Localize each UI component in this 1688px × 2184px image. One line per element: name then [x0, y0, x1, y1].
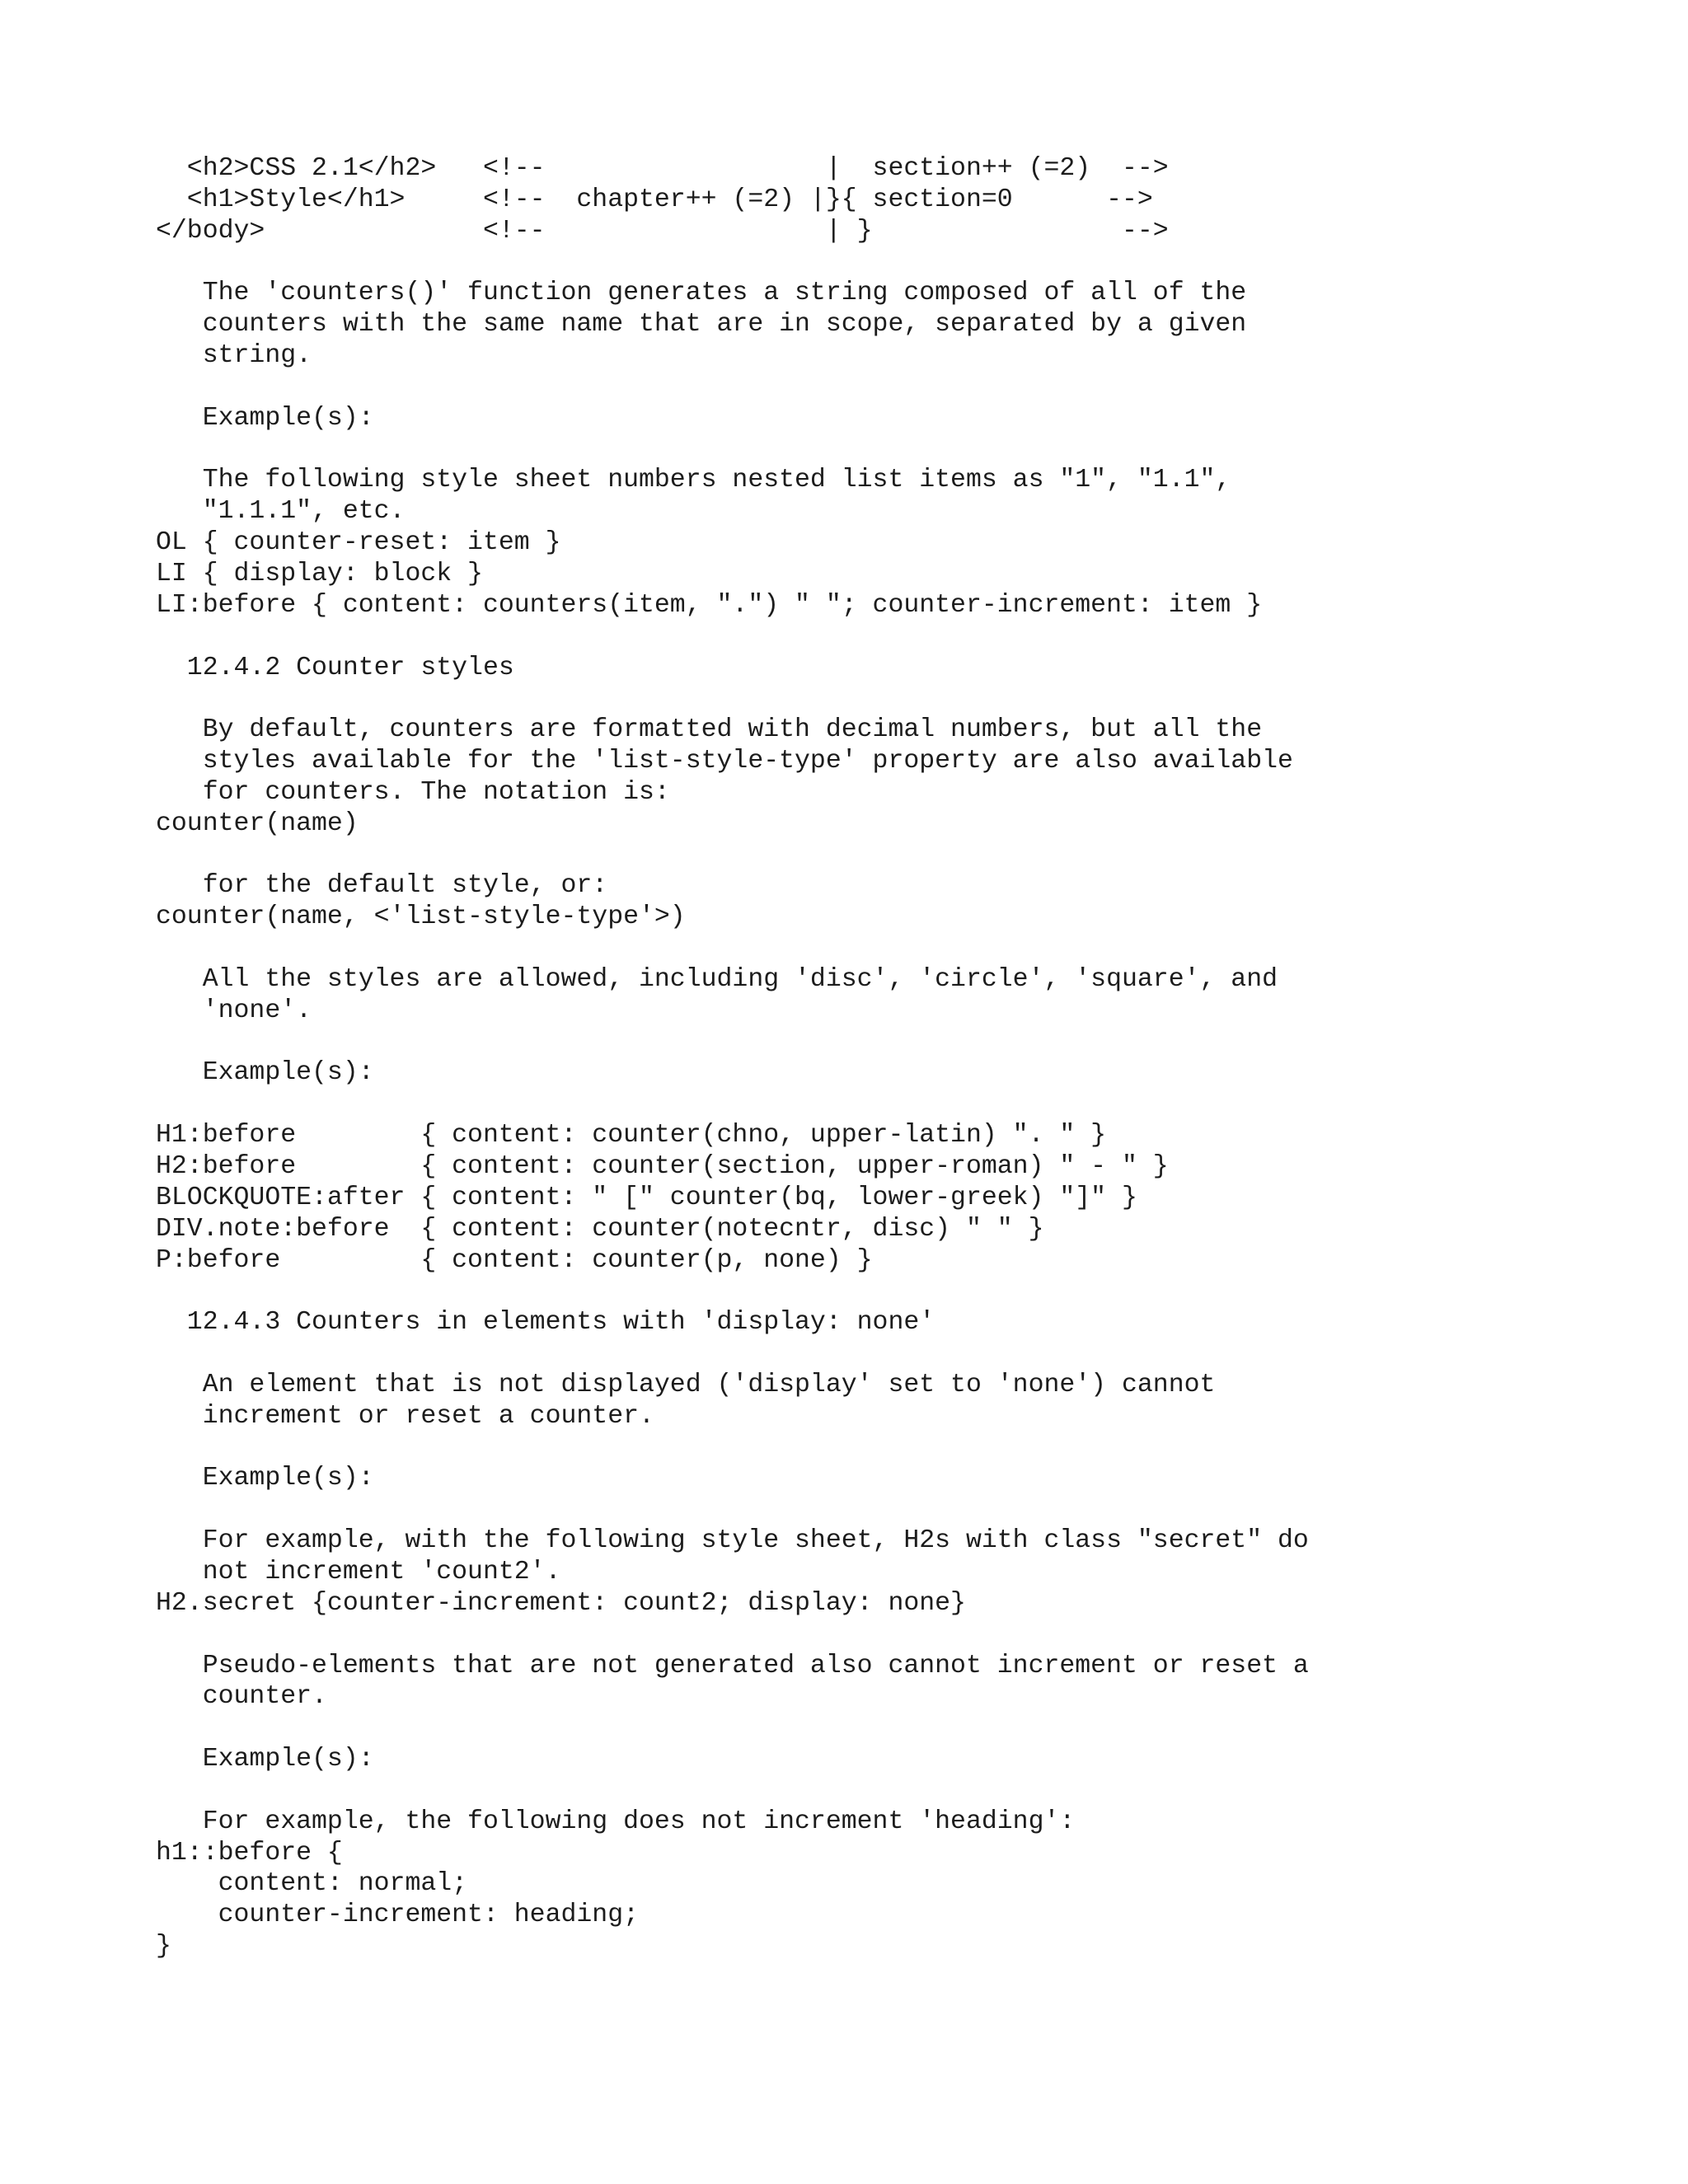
paragraph-line: For example, with the following style sheet, H2s with class "secret" do — [156, 1526, 1309, 1556]
blank-line — [156, 933, 1639, 964]
blank-line — [156, 372, 1639, 403]
paragraph-line: increment or reset a counter. — [156, 1401, 654, 1431]
paragraph-line: counter. — [156, 1682, 327, 1712]
blank-line — [156, 1713, 1639, 1744]
text-line: <h1>Style</h1> <!-- chapter++ (=2) |}{ section=0 --> — [156, 185, 1153, 214]
paragraph-line: not increment 'count2'. — [156, 1557, 561, 1586]
blank-line — [156, 1619, 1639, 1651]
code-line: } — [156, 1932, 171, 1961]
code-line: h1::before { — [156, 1838, 343, 1868]
code-line: DIV.note:before { content: counter(notecntr, disc) " " } — [156, 1214, 1044, 1244]
code-line: counter-increment: heading; — [156, 1900, 639, 1930]
code-line: H2.secret {counter-increment: count2; display: none} — [156, 1588, 966, 1618]
example-label: Example(s): — [156, 1464, 374, 1493]
blank-line — [156, 434, 1639, 466]
paragraph-line: for the default style, or: — [156, 871, 608, 901]
blank-line — [156, 621, 1639, 653]
example-label: Example(s): — [156, 1058, 374, 1088]
paragraph-line: An element that is not displayed ('display' set to 'none') cannot — [156, 1370, 1216, 1399]
code-line: counter(name, <'list-style-type'>) — [156, 902, 686, 932]
blank-line — [156, 1494, 1639, 1526]
paragraph-line: counters with the same name that are in scope, separated by a given — [156, 310, 1247, 340]
code-line: H2:before { content: counter(section, upper-roman) " - " } — [156, 1152, 1169, 1181]
blank-line — [156, 1027, 1639, 1058]
paragraph-line: for counters. The notation is: — [156, 777, 670, 807]
code-line: H1:before { content: counter(chno, upper-latin) ". " } — [156, 1121, 1107, 1151]
paragraph-line: For example, the following does not increment 'heading': — [156, 1807, 1076, 1836]
blank-line — [156, 840, 1639, 871]
paragraph-line: Pseudo-elements that are not generated also cannot increment or reset a — [156, 1651, 1309, 1680]
paragraph-line: The 'counters()' function generates a string composed of all of the — [156, 279, 1247, 308]
code-line: LI { display: block } — [156, 559, 483, 588]
blank-line — [156, 1089, 1639, 1120]
paragraph-line: The following style sheet numbers nested list items as "1", "1.1", — [156, 466, 1231, 495]
section-heading: 12.4.2 Counter styles — [156, 653, 514, 682]
paragraph-line: All the styles are allowed, including 'disc', 'circle', 'square', and — [156, 964, 1278, 994]
blank-line — [156, 247, 1639, 279]
paragraph-line: styles available for the 'list-style-type' property are also available — [156, 747, 1293, 776]
code-line: P:before { content: counter(p, none) } — [156, 1245, 873, 1275]
section-heading: 12.4.3 Counters in elements with 'display: none' — [156, 1308, 935, 1338]
blank-line — [156, 1276, 1639, 1307]
paragraph-line: 'none'. — [156, 996, 312, 1025]
code-line: counter(name) — [156, 808, 359, 838]
text-line: <h2>CSS 2.1</h2> <!-- | section++ (=2) --> — [156, 154, 1169, 183]
blank-line — [156, 683, 1639, 715]
code-line: OL { counter-reset: item } — [156, 528, 561, 558]
blank-line — [156, 1432, 1639, 1464]
example-label: Example(s): — [156, 1745, 374, 1774]
example-label: Example(s): — [156, 403, 374, 433]
document-page — [156, 153, 1639, 1962]
paragraph-line: By default, counters are formatted with decimal numbers, but all the — [156, 715, 1263, 745]
text-line: </body> <!-- | } --> — [156, 216, 1169, 246]
blank-line — [156, 1775, 1639, 1807]
paragraph-line: string. — [156, 341, 312, 371]
code-line: content: normal; — [156, 1869, 468, 1899]
paragraph-line: "1.1.1", etc. — [156, 497, 406, 527]
code-line: LI:before { content: counters(item, ".") " "; counter-increment: item } — [156, 590, 1263, 620]
code-line: BLOCKQUOTE:after { content: " [" counter(bq, lower-greek) "]" } — [156, 1183, 1137, 1212]
blank-line — [156, 1338, 1639, 1370]
